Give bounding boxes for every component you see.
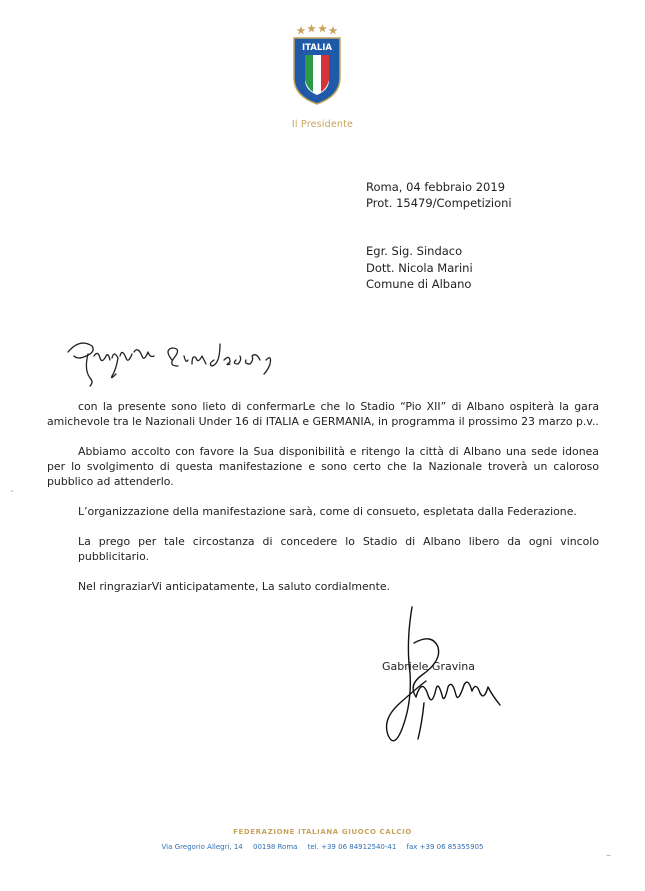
- addressee-block: [366, 243, 473, 293]
- protocol-number: Prot. 15479/Competizioni: [366, 196, 512, 210]
- letter-body: [47, 399, 599, 594]
- stars: [297, 24, 338, 34]
- body-paragraph-4: La prego per tale circostanza di concedere lo Stadio di Albano libero da ogni vincolo pubblicitario.: [78, 535, 599, 563]
- footer-fax: fax +39 06 85355905: [406, 843, 484, 851]
- punch-mark: -: [10, 486, 14, 497]
- signer-name: Gabriele Gravina: [382, 660, 475, 673]
- addressee-line-2: Dott. Nicola Marini: [366, 260, 473, 275]
- footer-address: Via Gregorio Allegri, 14: [161, 843, 243, 851]
- addressee-line-3: Comune di Albano: [366, 277, 472, 291]
- footer-organization: FEDERAZIONE ITALIANA GIUOCO CALCIO: [233, 828, 412, 836]
- body-paragraph-2: Abbiamo accolto con favore la Sua disponibilità e ritengo la città di Albano una sede idonea per lo svolgimento di questa manifestazione e sono certo che la Nazionale troverà un caloroso pubblico ad attenderlo.: [47, 445, 599, 488]
- body-paragraph-1: con la presente sono lieto di confermarLe che lo Stadio “Pio XII” di Albano ospiterà la gara amichevole tra le Nazionali Under 16 di ITALIA e GERMANIA, in programma il prossimo 23 marzo p.v..: [47, 400, 599, 428]
- body-paragraph-3: L’organizzazione della manifestazione sarà, come di consueto, espletata dalla Federazione.: [78, 505, 577, 518]
- body-paragraph-5: Nel ringraziarVi anticipatamente, La saluto cordialmente.: [78, 580, 391, 593]
- figc-logo: [291, 22, 343, 106]
- footer-tel: tel. +39 06 84912540-41: [307, 843, 397, 851]
- addressee-line-1: Egr. Sig. Sindaco: [366, 244, 463, 258]
- footer-contacts: [0, 843, 645, 851]
- handwritten-salutation: [60, 330, 290, 390]
- corner-mark: –: [606, 850, 611, 861]
- letter-date: Roma, 04 febbraio 2019: [366, 180, 506, 194]
- footer-postal: 00198 Roma: [253, 843, 298, 851]
- logo-text: ITALIA: [301, 43, 333, 53]
- handwritten-signature: [372, 603, 512, 753]
- date-block: [366, 179, 512, 211]
- president-title: Il Presidente: [291, 119, 354, 130]
